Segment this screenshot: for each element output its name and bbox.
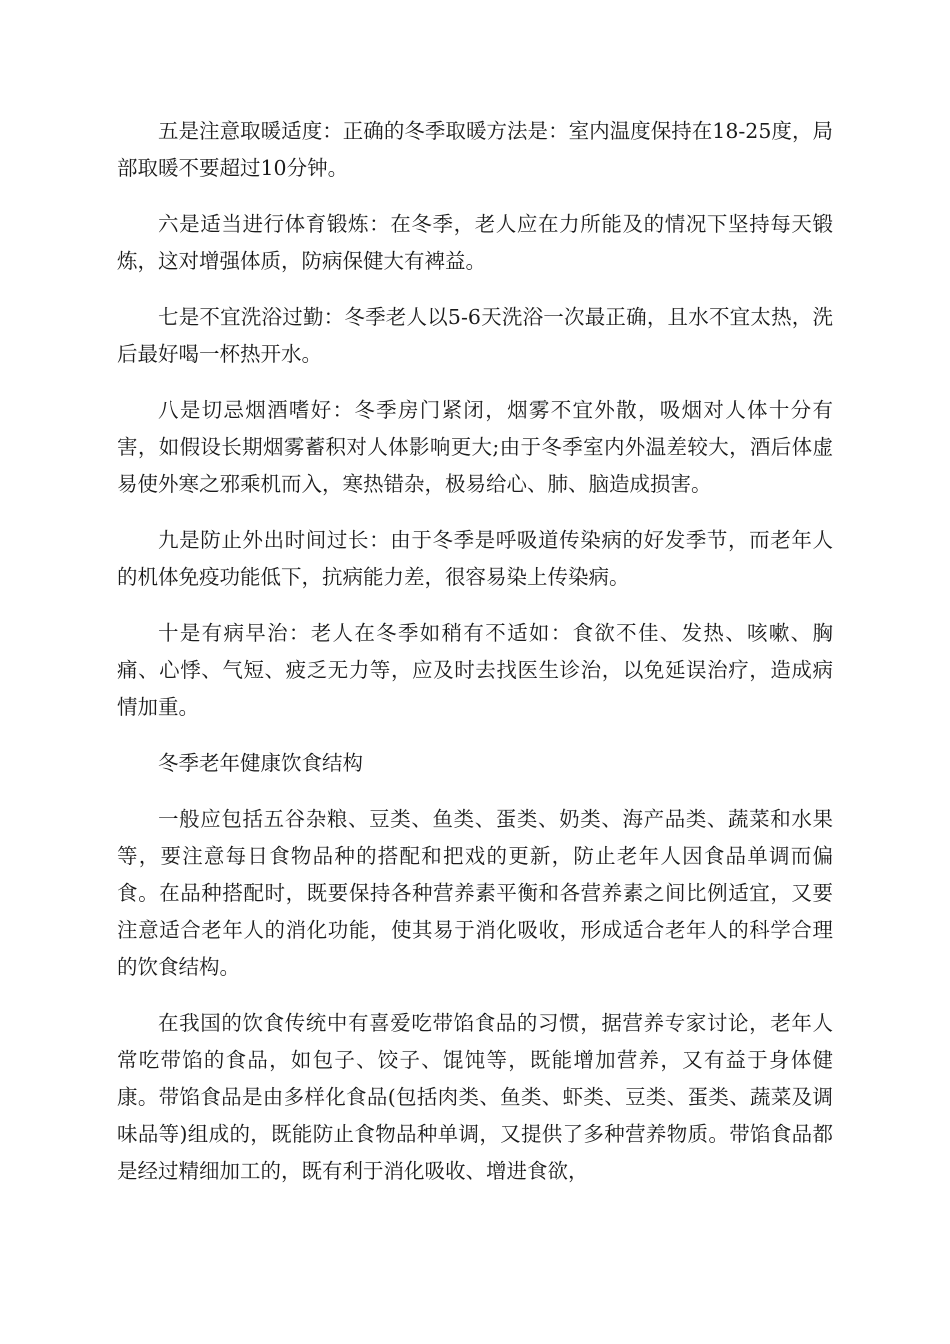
paragraph-tip-8: 八是切忌烟酒嗜好：冬季房门紧闭，烟雾不宜外散，吸烟对人体十分有害，如假设长期烟雾蓄积对人体影响更大;由于冬季室内外温差较大，酒后体虚易使外寒之邪乘机而入，寒热错杂，极易给心、肺、脑造成损害。 <box>117 398 833 496</box>
paragraph-stuffed-food: 在我国的饮食传统中有喜爱吃带馅食品的习惯，据营养专家讨论，老年人常吃带馅的食品，如包子、饺子、馄饨等，既能增加营养，又有益于身体健康。带馅食品是由多样化食品(包括肉类、鱼类、虾类、豆类、蛋类、蔬菜及调味品等)组成的，既能防止食物品种单调，又提供了多种营养物质。带馅食品都是经过精细加工的，既有利于消化吸收、增进食欲， <box>117 1011 833 1183</box>
paragraph-tip-6: 六是适当进行体育锻炼：在冬季，老人应在力所能及的情况下坚持每天锻炼，这对增强体质，防病保健大有裨益。 <box>117 212 833 273</box>
section-heading: 冬季老年健康饮食结构 <box>158 751 363 775</box>
paragraph-diet-structure: 一般应包括五谷杂粮、豆类、鱼类、蛋类、奶类、海产品类、蔬菜和水果等，要注意每日食物品种的搭配和把戏的更新，防止老年人因食品单调而偏食。在品种搭配时，既要保持各种营养素平衡和各营养素之间比例适宜，又要注意适合老年人的消化功能，使其易于消化吸收，形成适合老年人的科学合理的饮食结构。 <box>117 807 833 979</box>
paragraph-tip-10: 十是有病早治：老人在冬季如稍有不适如：食欲不佳、发热、咳嗽、胸痛、心悸、气短、疲乏无力等，应及时去找医生诊治，以免延误治疗，造成病情加重。 <box>117 621 833 719</box>
paragraph-tip-5: 五是注意取暖适度：正确的冬季取暖方法是：室内温度保持在18-25度，局部取暖不要超过10分钟。 <box>117 119 833 180</box>
paragraph-tip-9: 九是防止外出时间过长：由于冬季是呼吸道传染病的好发季节，而老年人的机体免疫功能低下，抗病能力差，很容易染上传染病。 <box>117 528 833 589</box>
paragraph-tip-7: 七是不宜洗浴过勤：冬季老人以5-6天洗浴一次最正确，且水不宜太热，洗后最好喝一杯热开水。 <box>117 305 833 366</box>
document-body <box>117 113 833 1209</box>
